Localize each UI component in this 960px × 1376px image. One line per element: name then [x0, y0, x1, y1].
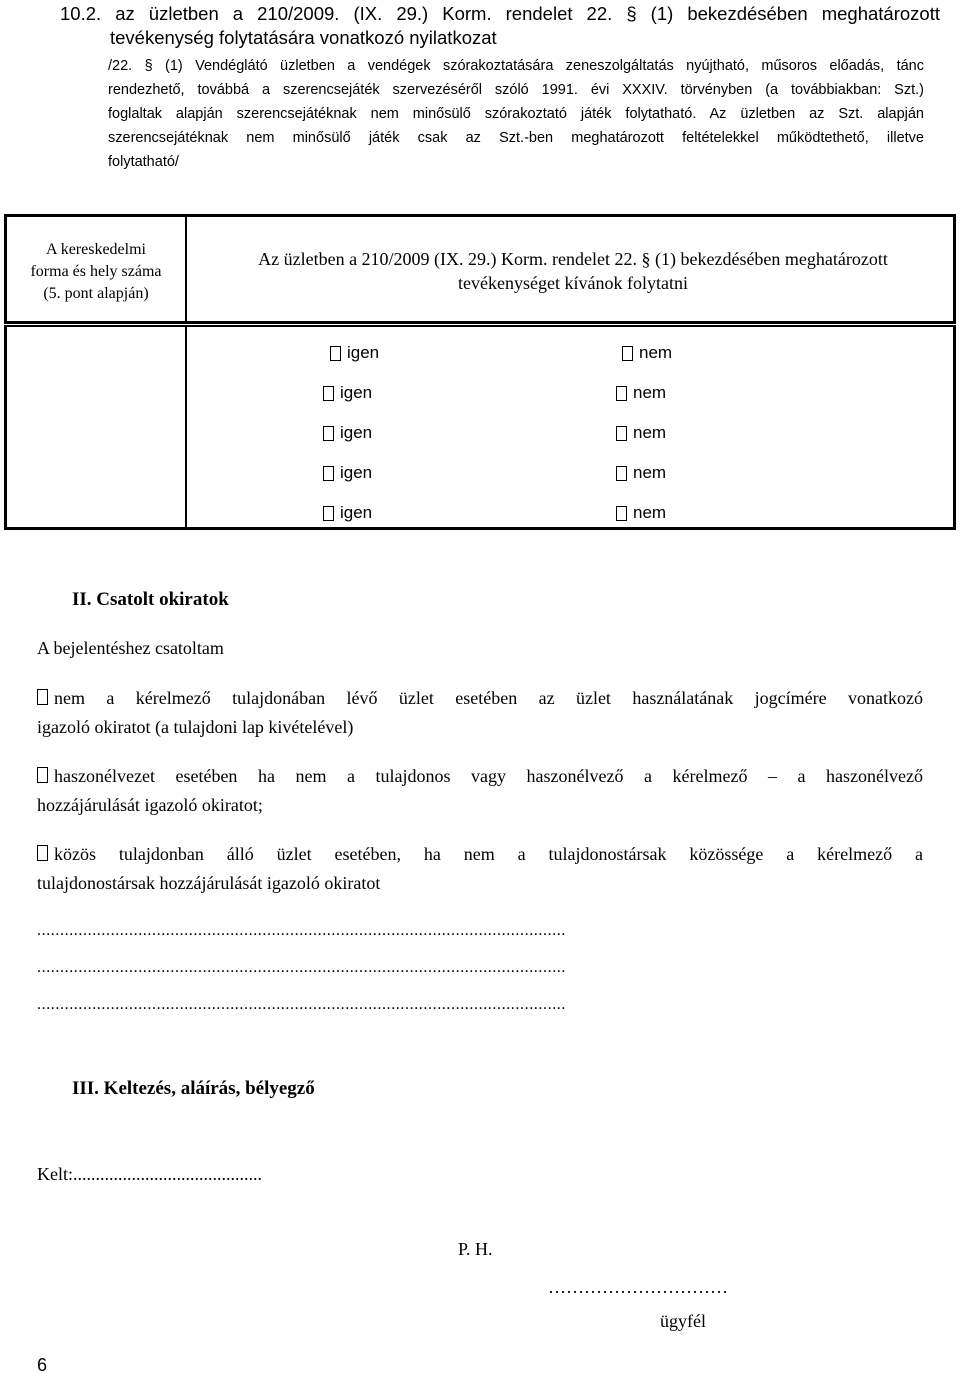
attachment-text: hozzájárulását igazoló okiratot; [37, 795, 263, 815]
checkbox[interactable] [616, 506, 627, 521]
date-field[interactable]: Kelt:.......................................... [37, 1164, 262, 1184]
header-cell-line: A kereskedelmi [46, 241, 146, 258]
header-cell-form [7, 239, 185, 305]
legal-quote [108, 54, 924, 174]
heading-line-1: 10.2. az üzletben a 210/2009. (IX. 29.) Korm. rendelet 22. § (1) bekezdésében meghatározott [60, 3, 940, 24]
attachment-text: közös tulajdonban álló üzlet esetében, ha nem a tulajdonostársak közössége a kérelmező a [54, 844, 923, 864]
checkbox[interactable] [37, 845, 48, 861]
option-no[interactable] [616, 503, 666, 523]
option-label: igen [340, 503, 373, 522]
option-yes[interactable] [323, 383, 372, 403]
quote-line: foglaltak alapján szerencsejátéknak nem minősülő szórakoztató játék folytatható. Az üzletben az Szt. alapján [108, 106, 924, 122]
attachment-item-3 [37, 840, 923, 898]
option-label: igen [340, 383, 373, 402]
checkbox[interactable] [323, 386, 334, 401]
quote-line: szerencsejátéknak nem minősülő játék csak az Szt.-ben meghatározott feltételekkel működtethető, illetve [108, 130, 924, 146]
attachment-text: igazoló okiratot (a tulajdoni lap kivételével) [37, 717, 354, 737]
header-cell-line: forma és hely száma [30, 263, 162, 280]
stamp-placeholder: P. H. [458, 1239, 493, 1259]
attachment-text: haszonélvezet esetében ha nem a tulajdonos vagy haszonélvező a kérelmező – a haszonélvező [54, 766, 923, 786]
section-3-title: III. Keltezés, aláírás, bélyegző [72, 1078, 315, 1099]
column-divider [185, 217, 187, 321]
option-label: nem [633, 383, 667, 402]
column-divider [185, 327, 187, 527]
attachment-item-1 [37, 684, 923, 742]
signature-line[interactable]: ………………………… [548, 1277, 728, 1297]
option-label: nem [639, 343, 673, 362]
attachment-item-2 [37, 762, 923, 820]
option-no[interactable] [622, 343, 672, 363]
header-cell-line: Az üzletben a 210/2009 (IX. 29.) Korm. rendelet 22. § (1) bekezdésében meghatározott [258, 249, 888, 269]
header-cell-activity [189, 247, 957, 295]
page-number: 6 [37, 1355, 48, 1375]
checkbox[interactable] [616, 466, 627, 481]
option-label: nem [633, 463, 667, 482]
declaration-table-header [4, 214, 956, 324]
quote-line: rendezhető, továbbá a szerencsejáték szervezéséről szóló 1991. évi XXXIV. törvényben (a továbbiakban: Szt.) [108, 82, 924, 98]
option-label: igen [347, 343, 380, 362]
signer-label: ügyfél [660, 1311, 706, 1331]
quote-line: folytatható/ [108, 154, 179, 170]
dotted-line[interactable]: ................................................................................................................... [37, 996, 566, 1013]
checkbox[interactable] [330, 346, 341, 361]
header-cell-line: tevékenységet kívánok folytatni [458, 273, 688, 293]
option-label: igen [340, 463, 373, 482]
option-yes[interactable] [323, 503, 372, 523]
checkbox[interactable] [323, 466, 334, 481]
option-yes[interactable] [323, 423, 372, 443]
checkbox[interactable] [37, 689, 48, 705]
option-label: nem [633, 423, 667, 442]
header-cell-line: (5. pont alapján) [43, 285, 149, 302]
quote-line: /22. § (1) Vendéglátó üzletben a vendégek szórakoztatására zeneszolgáltatás nyújtható, műsoros előadás, tánc [108, 58, 924, 74]
option-no[interactable] [616, 383, 666, 403]
option-no[interactable] [616, 463, 666, 483]
checkbox[interactable] [37, 767, 48, 783]
checkbox[interactable] [616, 426, 627, 441]
checkbox[interactable] [323, 506, 334, 521]
dotted-line[interactable]: ................................................................................................................... [37, 922, 566, 939]
option-label: igen [340, 423, 373, 442]
option-yes[interactable] [323, 463, 372, 483]
heading-line-2: tevékenység folytatására vonatkozó nyilatkozat [110, 27, 497, 48]
attachment-text: nem a kérelmező tulajdonában lévő üzlet esetében az üzlet használatának jogcímére vonatkozó [54, 688, 923, 708]
checkbox[interactable] [622, 346, 633, 361]
attachment-text: tulajdonostársak hozzájárulását igazoló okiratot [37, 873, 381, 893]
option-yes[interactable] [330, 343, 379, 363]
option-label: nem [633, 503, 667, 522]
section-2-intro: A bejelentéshez csatoltam [37, 638, 224, 658]
option-no[interactable] [616, 423, 666, 443]
checkbox[interactable] [323, 426, 334, 441]
declaration-table-body [4, 325, 956, 530]
checkbox[interactable] [616, 386, 627, 401]
section-2-title: II. Csatolt okiratok [72, 589, 229, 610]
page-heading [60, 2, 940, 50]
dotted-line[interactable]: ................................................................................................................... [37, 959, 566, 976]
